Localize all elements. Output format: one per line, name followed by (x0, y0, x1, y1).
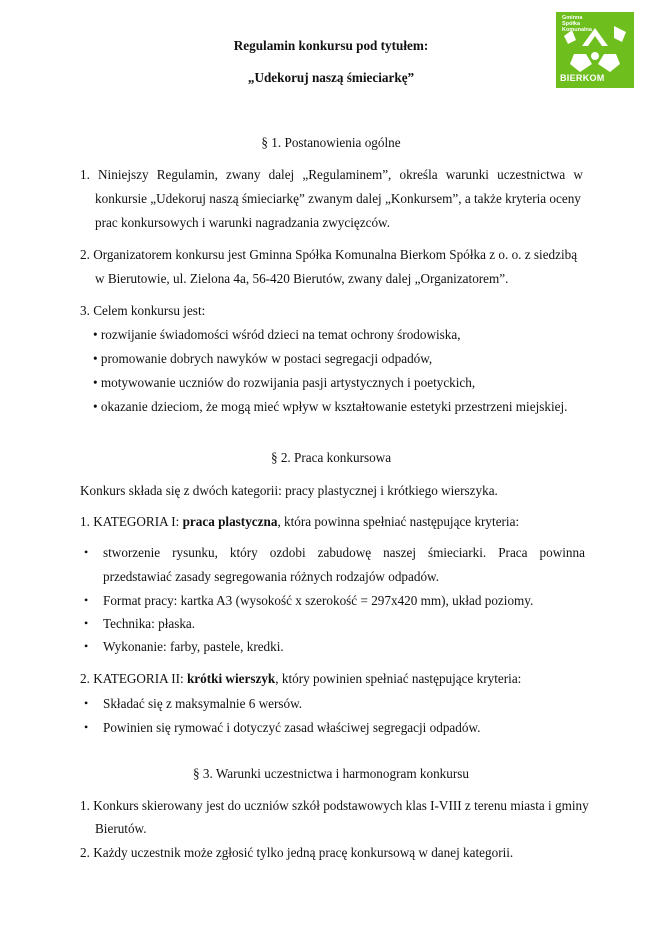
justified-word: uczestnictwa (497, 167, 566, 182)
s3-p1-line1: 1. Konkurs skierowany jest do uczniów szkół podstawowych klas I-VIII z terenu miasta i gminy (80, 798, 589, 813)
justified-word: Praca (498, 545, 528, 560)
justified-word: w (573, 167, 583, 182)
s2-cat1-item4: Wykonanie: farby, pastele, kredki. (103, 639, 284, 654)
justified-word: zabudowę (317, 545, 372, 560)
section-2-heading: § 2. Praca konkursowa (270, 450, 392, 465)
s2-cat2-item1: Składać się z maksymalnie 6 wersów. (103, 696, 303, 711)
s1-p2-line1: 2. Organizatorem konkursu jest Gminna Spółka Komunalna Bierkom Spółka z o. o. z siedzibą (80, 247, 578, 262)
s2-cat1-item2: Format pracy: kartka A3 (wysokość x szerokość = 297x420 mm), układ poziomy. (103, 593, 534, 608)
s2-cat1-item1-line1 (103, 545, 585, 561)
s2-intro: Konkurs składa się z dwóch kategorii: pracy plastycznej i krótkiego wierszyka. (80, 483, 498, 498)
s2-category-2: 2. KATEGORIA II: krótki wierszyk, który powinien spełniać następujące kryteria: (80, 671, 522, 686)
s1-goal-item: • okazanie dzieciom, że mogą mieć wpływ w kształtowanie estetyki przestrzeni miejskiej. (93, 399, 568, 414)
logo-company-name: Gminna Spółka Komunalna (562, 15, 592, 33)
s2-cat1-item3: Technika: płaska. (103, 616, 196, 631)
bullet-icon: • (84, 639, 89, 653)
document-title: Regulamin konkursu pod tytułem: (233, 38, 429, 53)
bullet-icon: • (84, 720, 89, 734)
justified-word: rysunku, (172, 545, 218, 560)
s1-goal-item: • motywowanie uczniów do rozwijania pasji artystycznych i poetyckich, (93, 375, 476, 390)
s3-p2: 2. Każdy uczestnik może zgłosić tylko jedną pracę konkursową w danej kategorii. (80, 845, 514, 860)
justified-word: który (229, 545, 258, 560)
justified-word: stworzenie (103, 545, 161, 560)
justified-word: Regulamin, (156, 167, 218, 182)
bullet-icon: • (84, 696, 89, 710)
justified-word: ozdobi (269, 545, 306, 560)
s1-p3-intro: 3. Celem konkursu jest: (80, 303, 206, 318)
justified-word: powinna (539, 545, 585, 560)
bullet-icon: • (84, 593, 89, 607)
section-3-heading: § 3. Warunki uczestnictwa i harmonogram konkursu (193, 766, 469, 781)
bullet-icon: • (84, 545, 89, 559)
justified-word: „Regulaminem”, (302, 167, 392, 182)
s2-cat1-item1-line2: przedstawiać zasady segregowania różnych rodzajów odpadów. (103, 569, 440, 584)
s1-p1-line3: prac konkursowych i warunki nagradzania zwycięzców. (95, 215, 391, 230)
document-subtitle: „Udekoruj naszą śmieciarkę” (247, 70, 415, 85)
s2-cat2-item2: Powinien się rymować i dotyczyć zasad właściwej segregacji odpadów. (103, 720, 481, 735)
justified-word: 1. (80, 167, 90, 182)
s3-p1-line2: Bierutów. (95, 821, 147, 836)
s1-goal-item: • rozwijanie świadomości wśród dzieci na temat ochrony środowiska, (93, 327, 461, 342)
bullet-icon: • (84, 616, 89, 630)
justified-word: warunki (445, 167, 489, 182)
s1-goal-item: • promowanie dobrych nawyków w postaci segregacji odpadów, (93, 351, 433, 366)
justified-word: śmieciarki. (428, 545, 487, 560)
s1-p1-line1 (80, 167, 583, 183)
justified-word: Niniejszy (98, 167, 149, 182)
justified-word: zwany (226, 167, 261, 182)
justified-word: określa (399, 167, 438, 182)
s1-p1-line2: konkursie „Udekoruj naszą śmieciarkę” zwanym dalej „Konkursem”, a także kryteria oceny (95, 191, 581, 206)
justified-word: dalej (268, 167, 295, 182)
logo-brand: BIERKOM (560, 73, 605, 83)
justified-word: naszej (383, 545, 417, 560)
s2-category-1: 1. KATEGORIA I: praca plastyczna, która powinna spełniać następujące kryteria: (80, 514, 520, 529)
s1-p2-line2: w Bierutowie, ul. Zielona 4a, 56-420 Bierutów, zwany dalej „Organizatorem”. (95, 271, 509, 286)
section-1-heading: § 1. Postanowienia ogólne (261, 135, 401, 150)
